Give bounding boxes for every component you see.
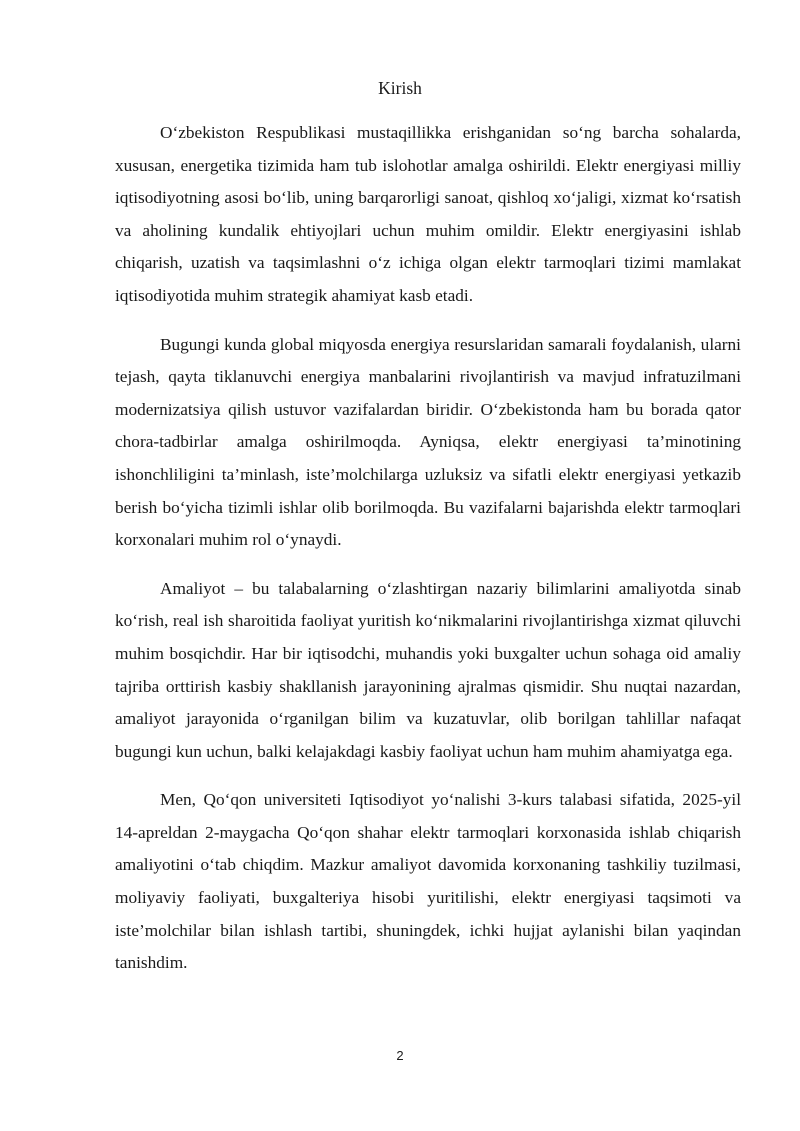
paragraph-internship-details: Men, Qo‘qon universiteti Iqtisodiyot yo‘nalishi 3-kurs talabasi sifatida, 2025-yil 14-apreldan 2-maygacha Qo‘qon shahar elektr tarmoqlari korxonasida ishlab chiqarish amaliyotini o‘tab chiqdim. Mazkur amaliyot davomida korxonaning tashkiliy tuzilmasi, moliyaviy faoliyati, buxgalteriya hisobi yuritilishi, elektr energiyasi taqsimoti va iste’molchilar bilan ishlash tartibi, shuningdek, ichki hujjat aylanishi bilan yaqindan tanishdim. [115,790,741,973]
paragraph-energy-resources: Bugungi kunda global miqyosda energiya resurslaridan samarali foydalanish, ularni tejash, qayta tiklanuvchi energiya manbalarini rivojlantirish va mavjud infratuzilmani modernizatsiya qilish ustuvor vazifalardan biridir. O‘zbekistonda ham bu borada qator chora-tadbirlar amalga oshirilmoqda. Ayniqsa, elektr energiyasi ta’minotining ishonchliligini ta’minlash, iste’molchilarga uzluksiz va sifatli elektr energiyasi yetkazib berish bo‘yicha tizimli ishlar olib borilmoqda. Bu vazifalarni bajarishda elektr tarmoqlari korxonalari muhim rol o‘ynaydi. [115,334,741,550]
paragraph-internship-purpose: Amaliyot – bu talabalarning o‘zlashtirgan nazariy bilimlarini amaliyotda sinab ko‘rish, real ish sharoitida faoliyat yuritish ko‘nikmalarini rivojlantirishga xizmat qiluvchi muhim bosqichdir. Har bir iqtisodchi, muhandis yoki buxgalter uchun sohaga oid amaliy tajriba orttirish kasbiy shakllanish jarayonining ajralmas qismidir. Shu nuqtai nazardan, amaliyot jarayonida o‘rganilgan bilim va kuzatuvlar, olib borilgan tahlillar nafaqat bugungi kun uchun, balki kelajakdagi kasbiy faoliyat uchun ham muhim ahamiyatga ega. [115,578,741,761]
page-number: 2 [396,1048,404,1063]
section-title: Kirish [378,78,422,98]
document-body [115,117,741,996]
paragraph-intro: O‘zbekiston Respublikasi mustaqillikka erishganidan so‘ng barcha sohalarda, xususan, energetika tizimida ham tub islohotlar amalga oshirildi. Elektr energiyasi milliy iqtisodiyotning asosi bo‘lib, uning barqarorligi sanoat, qishloq xo‘jaligi, xizmat ko‘rsatish va aholining kundalik ehtiyojlari uchun muhim omildir. Elektr energiyasini ishlab chiqarish, uzatish va taqsimlashni o‘z ichiga olgan elektr tarmoqlari tizimi mamlakat iqtisodiyotida muhim strategik ahamiyat kasb etadi. [115,123,741,305]
